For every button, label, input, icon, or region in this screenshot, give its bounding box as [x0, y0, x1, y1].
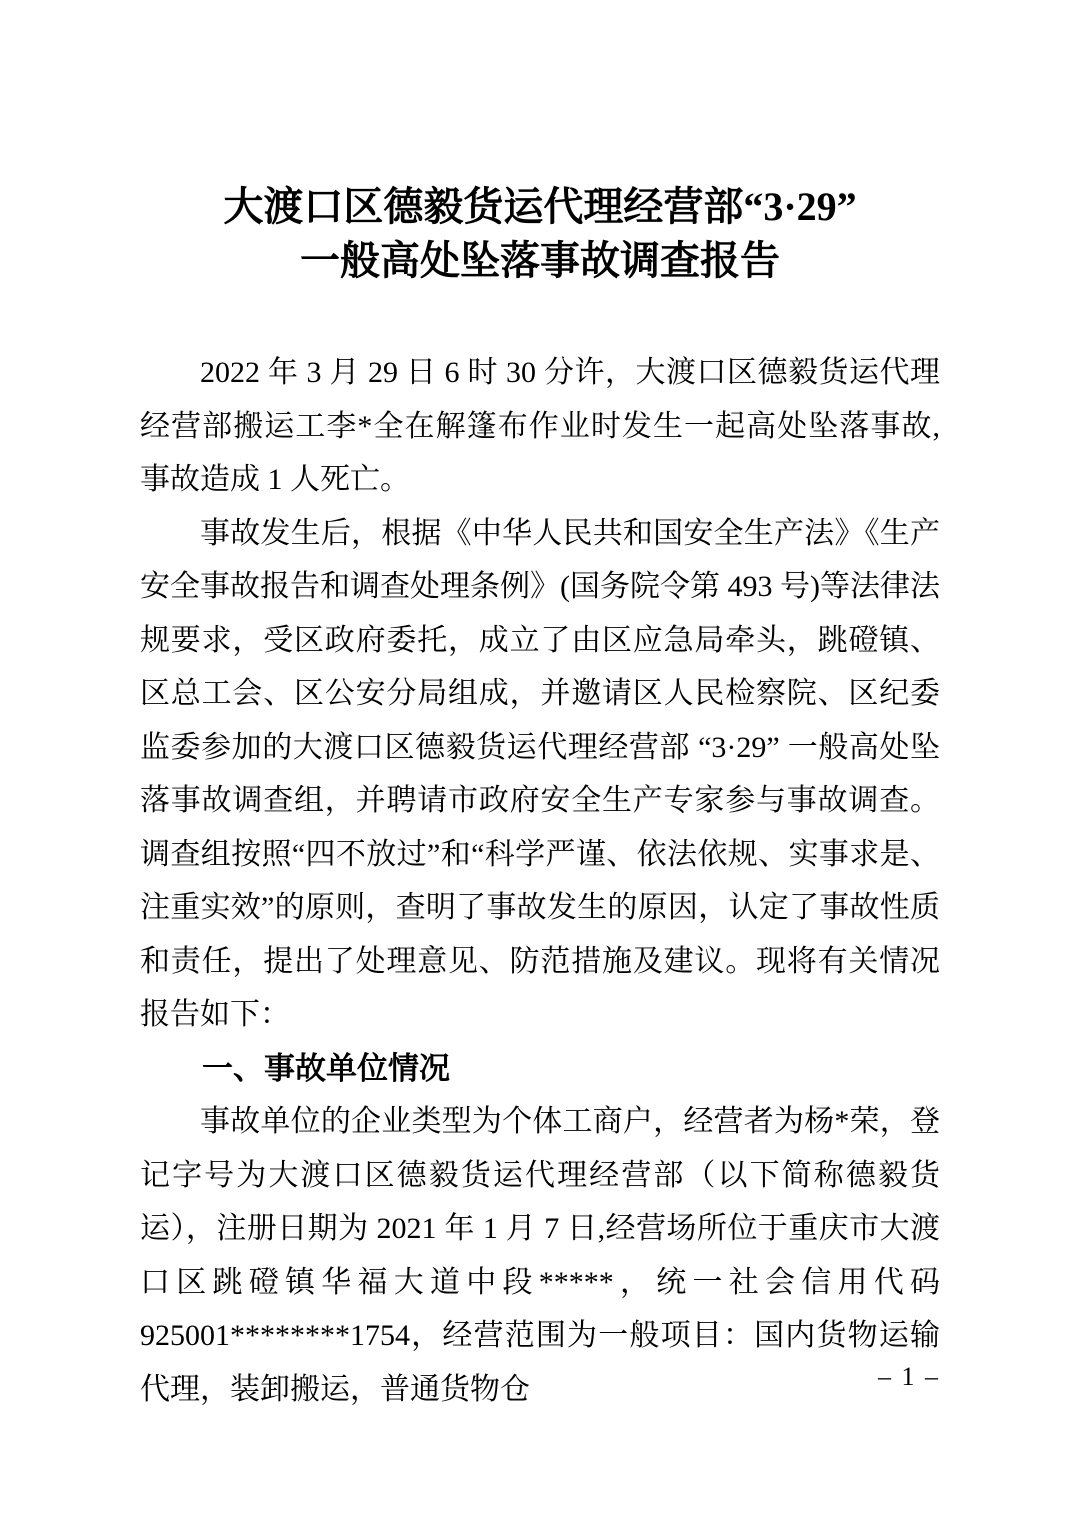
report-title: [140, 180, 940, 288]
report-title-line2: 一般高处坠落事故调查报告: [300, 238, 780, 283]
section-heading-accident-unit: 一、事故单位情况: [202, 1050, 450, 1086]
paragraph-intro: 2022 年 3 月 29 日 6 时 30 分许，大渡口区德毅货运代理经营部搬运工李*全在解篷布作业时发生一起高处坠落事故,事故造成 1 人死亡。: [140, 356, 940, 496]
paragraph-investigation-setup: 事故发生后，根据《中华人民共和国安全生产法》《生产安全事故报告和调查处理条例》(国务院令第 493 号)等法律法规要求，受区政府委托，成立了由区应急局牵头，跳磴镇、区总工会、区公安分局组成，并邀请区人民检察院、区纪委监委参加的大渡口区德毅货运代理经营部 “3·29” 一般高处坠落事故调查组，并聘请市政府安全生产专家参与事故调查。调查组按照“四不放过”和“科学严谨、依法依规、实事求是、注重实效”的原则，查明了事故发生的原因，认定了事故性质和责任，提出了处理意见、防范措施及建议。现将有关情况报告如下：: [140, 516, 940, 1031]
report-body: [140, 346, 940, 1416]
paragraph-unit-details: 事故单位的企业类型为个体工商户，经营者为杨*荣，登记字号为大渡口区德毅货运代理经营部（以下简称德毅货运），注册日期为 2021 年 1 月 7 日,经营场所位于重庆市大渡口区跳磴镇华福大道中段*****，统一社会信用代码 925001********1754，经营范围为一般项目：国内货物运输代理，装卸搬运，普通货物仓: [140, 1105, 940, 1406]
page-number: – 1 –: [878, 1362, 940, 1391]
text-column: [140, 0, 940, 1416]
report-title-line1: 大渡口区德毅货运代理经营部“3·29”: [223, 184, 857, 229]
